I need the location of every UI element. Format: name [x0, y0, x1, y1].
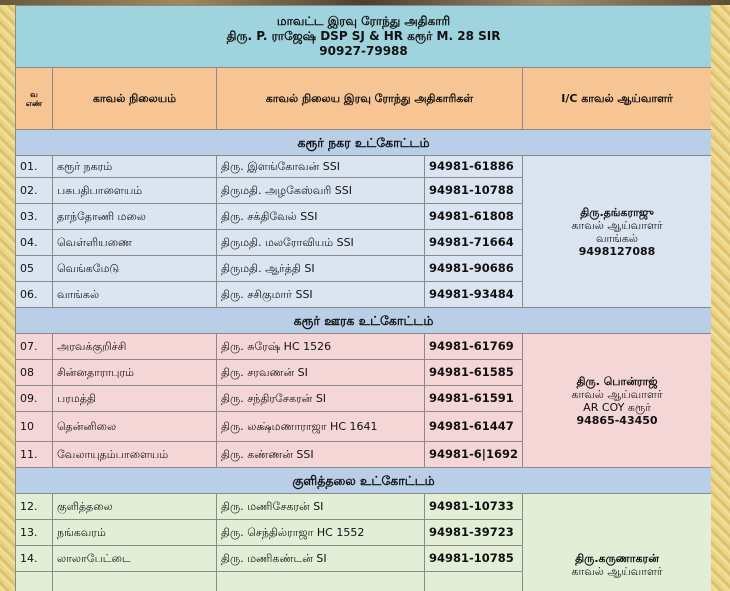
inspector-place: வாங்கல் — [595, 231, 639, 245]
inspector-name: திரு. பொன்ராஜ் — [576, 374, 658, 388]
col-serial — [16, 68, 53, 130]
district-header — [16, 6, 712, 68]
station-name: லாலாபேட்டை — [53, 546, 217, 572]
officer-name: திரு. லக்ஷ்மணாராஜா HC 1641 — [217, 412, 425, 442]
station-name: சின்னதாராபுரம் — [53, 360, 217, 386]
officer-name: திரு. மணிசேகரன் SI — [217, 494, 425, 520]
officer-name: திருமதி. அழகேஸ்வரி SSI — [217, 178, 425, 204]
officer-name: திரு. சரவணன் SI — [217, 360, 425, 386]
section-header — [16, 308, 712, 334]
serial-number: 12. — [16, 494, 53, 520]
inspector-cell — [523, 156, 712, 308]
serial-number: 11. — [16, 442, 53, 468]
station-name: பசுபதிபாளையம் — [53, 178, 217, 204]
section-title: கரூர் ஊரக உட்கோட்டம் — [16, 308, 712, 334]
serial-number: 05 — [16, 256, 53, 282]
inspector-cell — [523, 494, 712, 591]
officer-phone: 94981-90686 — [425, 256, 523, 282]
officer-phone: 94981-39723 — [425, 520, 523, 546]
col-serial-b: எண் — [25, 98, 43, 108]
header-phone: 90927-79988 — [319, 44, 408, 58]
col-station: காவல் நிலையம் — [53, 68, 217, 130]
officer-name: திரு. கண்ணன் SSI — [217, 442, 425, 468]
serial-number: 01. — [16, 156, 53, 178]
serial-number: 03. — [16, 204, 53, 230]
station-name: பரமத்தி — [53, 386, 217, 412]
officer-name: திரு. செந்தில்ராஜா HC 1552 — [217, 520, 425, 546]
officer-phone: 94981-71664 — [425, 230, 523, 256]
officer-phone: 94981-93484 — [425, 282, 523, 308]
header-officer: திரு. P. ராஜேஷ் DSP SJ & HR கரூர் M. 28 SIR — [226, 29, 501, 43]
column-header-row — [16, 68, 712, 130]
section-title: குளித்தலை உட்கோட்டம் — [16, 468, 712, 494]
station-name: தென்னிலை — [53, 412, 217, 442]
empty-cell — [53, 572, 217, 591]
officer-name: திருமதி. ஆர்த்தி SI — [217, 256, 425, 282]
officer-name: திரு. சுரேஷ் HC 1526 — [217, 334, 425, 360]
officer-phone: 94981-61591 — [425, 386, 523, 412]
col-officer: காவல் நிலைய இரவு ரோந்து அதிகாரிகள் — [217, 68, 523, 130]
inspector-role: காவல் ஆய்வாளர் — [571, 218, 663, 232]
patrol-roster-table — [15, 5, 711, 591]
table-row — [16, 156, 712, 178]
officer-name: திரு. சக்திவேல் SSI — [217, 204, 425, 230]
empty-cell — [16, 572, 53, 591]
inspector-name: திரு.கருணாகரன் — [575, 552, 659, 565]
officer-phone: 94981-61808 — [425, 204, 523, 230]
inspector-contact: 9498127088 — [578, 244, 656, 258]
inspector-contact: 94865-43450 — [576, 413, 658, 427]
col-serial-a: வ — [30, 89, 38, 99]
officer-name: திருமதி. மலரோவியம் SSI — [217, 230, 425, 256]
officer-phone: 94981-6|1692 — [425, 442, 523, 468]
inspector-cell — [523, 334, 712, 468]
station-name: வாங்கல் — [53, 282, 217, 308]
section-header — [16, 130, 712, 156]
officer-phone: 94981-10733 — [425, 494, 523, 520]
officer-name: திரு. இளங்கோவன் SSI — [217, 156, 425, 178]
officer-phone: 94981-61769 — [425, 334, 523, 360]
officer-phone: 94981-61447 — [425, 412, 523, 442]
officer-phone: 94981-61585 — [425, 360, 523, 386]
officer-phone: 94981-10785 — [425, 546, 523, 572]
station-name: தாந்தோணி மலை — [53, 204, 217, 230]
officer-phone: 94981-10788 — [425, 178, 523, 204]
station-name: அரவக்குறிச்சி — [53, 334, 217, 360]
empty-cell — [425, 572, 523, 591]
inspector-place: AR COY கரூர் — [583, 400, 651, 414]
station-name: குளித்தலை — [53, 494, 217, 520]
serial-number: 02. — [16, 178, 53, 204]
empty-cell — [217, 572, 425, 591]
station-name: வெள்ளியணை — [53, 230, 217, 256]
inspector-name: திரு.தங்கராஜு — [580, 205, 654, 219]
station-name: வெங்கமேடு — [53, 256, 217, 282]
section-header — [16, 468, 712, 494]
serial-number: 14. — [16, 546, 53, 572]
col-inspector: I/C காவல் ஆய்வாளர் — [523, 68, 712, 130]
district-officer-cell — [16, 6, 712, 68]
inspector-role: காவல் ஆய்வாளர் — [571, 565, 663, 578]
station-name: கரூர் நகரம் — [53, 156, 217, 178]
officer-name: திரு. மணிகண்டன் SI — [217, 546, 425, 572]
serial-number: 10 — [16, 412, 53, 442]
serial-number: 04. — [16, 230, 53, 256]
table-row — [16, 494, 712, 520]
serial-number: 07. — [16, 334, 53, 360]
serial-number: 13. — [16, 520, 53, 546]
officer-name: திரு. சந்திரசேகரன் SI — [217, 386, 425, 412]
header-title: மாவட்ட இரவு ரோந்து அதிகாரி — [276, 14, 451, 28]
serial-number: 09. — [16, 386, 53, 412]
inspector-role: காவல் ஆய்வாளர் — [571, 387, 663, 401]
officer-name: திரு. சசிகுமார் SSI — [217, 282, 425, 308]
serial-number: 06. — [16, 282, 53, 308]
patrol-roster-sheet — [15, 5, 711, 591]
section-title: கரூர் நகர உட்கோட்டம் — [16, 130, 712, 156]
table-row — [16, 334, 712, 360]
station-name: நங்கவரம் — [53, 520, 217, 546]
station-name: வேலாயுதம்பாளையம் — [53, 442, 217, 468]
serial-number: 08 — [16, 360, 53, 386]
officer-phone: 94981-61886 — [425, 156, 523, 178]
